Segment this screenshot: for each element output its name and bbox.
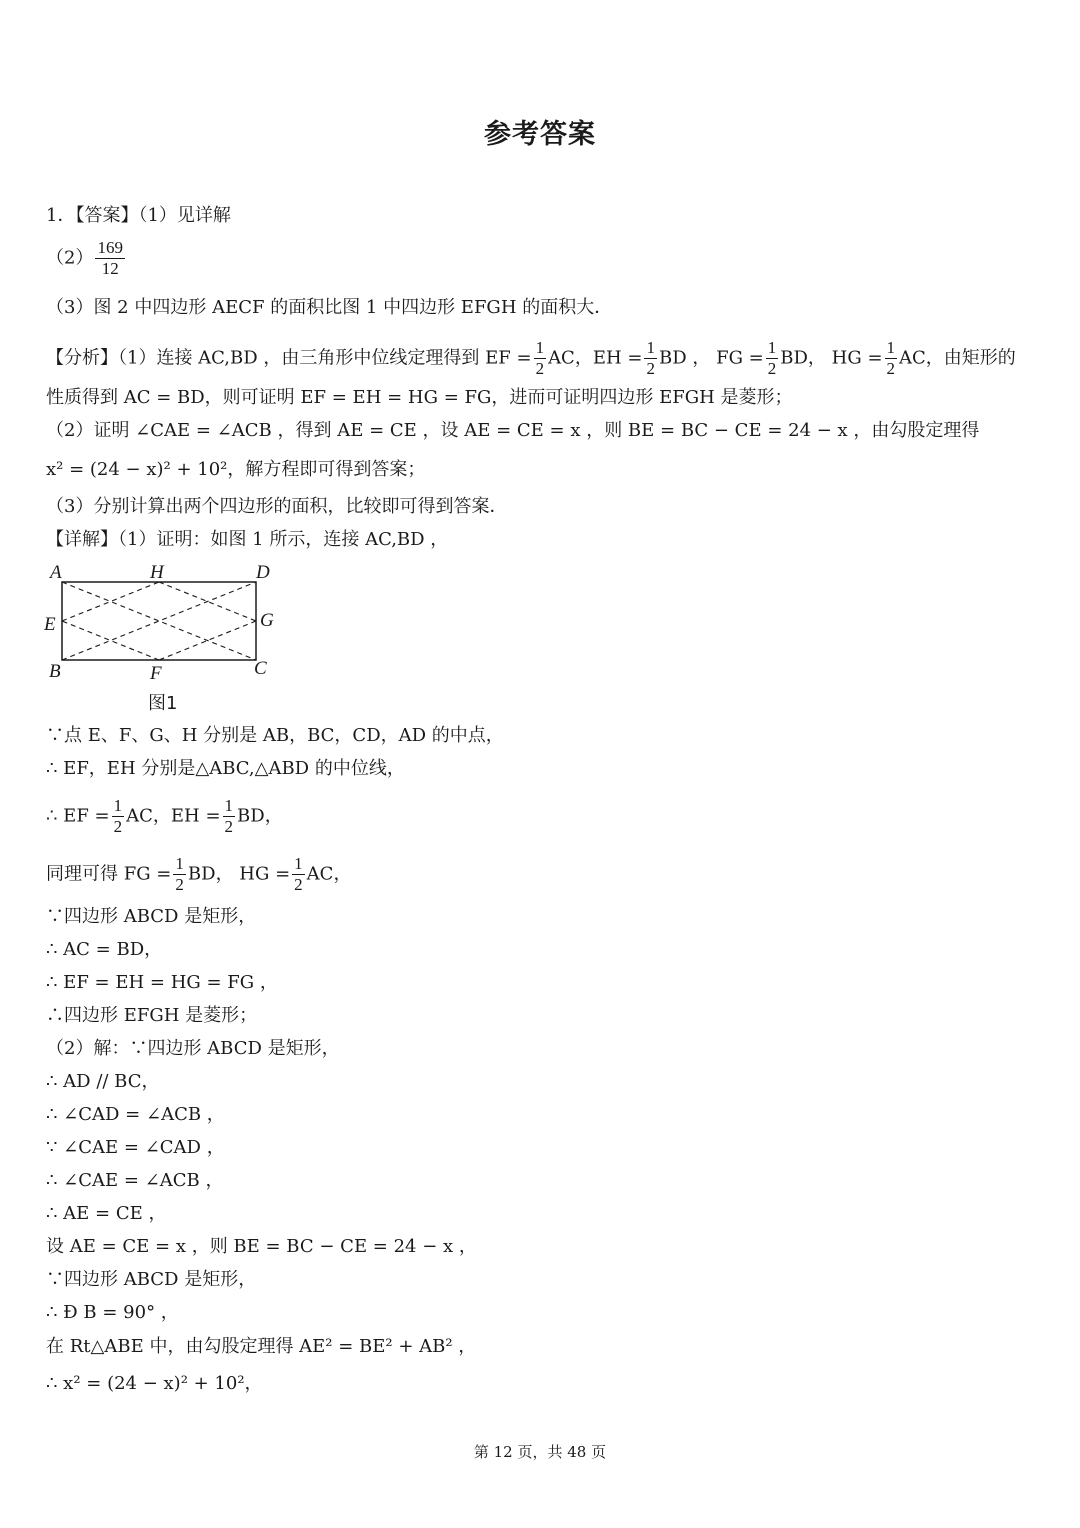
fraction-numerator: 169 bbox=[97, 238, 123, 257]
detail-line-16: 设 AE = CE = x ，则 BE = BC − CE = 24 − x ， bbox=[46, 1236, 477, 1257]
detail-line-18: ∴ Ð B = 90° ， bbox=[46, 1302, 179, 1323]
half-fraction bbox=[644, 338, 657, 379]
detail-text: BD， HG = bbox=[187, 863, 291, 885]
denominator: 2 bbox=[294, 875, 303, 894]
half-fraction bbox=[112, 796, 125, 837]
analysis-line-3: （2）证明 ∠CAE = ∠ACB ，得到 AE = CE ，设 AE = CE = x ，则 BE = BC − CE = 24 − x ，由勾股定理得 bbox=[46, 420, 980, 441]
figure-1-rectangle-diagram bbox=[40, 558, 280, 718]
half-fraction bbox=[173, 854, 186, 895]
half-fraction bbox=[292, 854, 305, 895]
half-fraction bbox=[766, 338, 779, 379]
denominator: 2 bbox=[175, 875, 184, 894]
detail-line-5 bbox=[46, 854, 351, 895]
denominator: 2 bbox=[113, 817, 123, 836]
segment-fe bbox=[62, 621, 159, 660]
numerator: 1 bbox=[646, 338, 655, 357]
analysis-line-4: x² = (24 − x)² + 10²，解方程即可得到答案； bbox=[46, 459, 426, 480]
analysis-line-1 bbox=[46, 338, 1016, 379]
segment-eh bbox=[62, 582, 159, 621]
analysis-text: BD， HG = bbox=[780, 347, 883, 369]
label-h: H bbox=[150, 562, 164, 583]
detail-line-14: ∴ ∠CAE = ∠ACB ， bbox=[46, 1170, 224, 1191]
answer-line-3: （3）图 2 中四边形 AECF 的面积比图 1 中四边形 EFGH 的面积大． bbox=[46, 297, 613, 318]
label-e: E bbox=[44, 614, 56, 635]
detail-text: 同理可得 FG = bbox=[46, 863, 172, 885]
analysis-text: 【分析】（1）连接 AC,BD ，由三角形中位线定理得到 EF = bbox=[46, 347, 532, 369]
analysis-text: AC，EH = bbox=[548, 347, 643, 369]
analysis-line-2: 性质得到 AC = BD，则可证明 EF = EH = HG = FG，进而可证明四边形 EFGH 是菱形； bbox=[46, 387, 793, 408]
numerator: 1 bbox=[113, 796, 123, 815]
detail-line-3: ∴ EF，EH 分别是△ABC,△ABD 的中位线， bbox=[46, 758, 405, 779]
detail-line-2: ∵点 E、F、G、H 分别是 AB，BC，CD，AD 的中点， bbox=[46, 725, 504, 746]
page-title: 参考答案 bbox=[484, 119, 596, 150]
detail-line-11: ∴ AD // BC， bbox=[46, 1071, 160, 1092]
detail-text: BD， bbox=[237, 805, 283, 827]
denominator: 2 bbox=[767, 359, 777, 378]
detail-line-10: （2）解：∵四边形 ABCD 是矩形， bbox=[46, 1038, 340, 1059]
detail-line-19: 在 Rt△ABE 中，由勾股定理得 AE² = BE² + AB² ， bbox=[46, 1336, 477, 1357]
detail-line-6: ∵四边形 ABCD 是矩形， bbox=[46, 906, 257, 927]
label-f: F bbox=[150, 663, 162, 684]
denominator: 2 bbox=[886, 359, 896, 378]
detail-line-15: ∴ AE = CE ， bbox=[46, 1203, 167, 1224]
analysis-text: AC，由矩形的 bbox=[899, 347, 1016, 369]
detail-line-12: ∴ ∠CAD = ∠ACB ， bbox=[46, 1104, 225, 1125]
detail-text: AC， bbox=[306, 863, 352, 885]
half-fraction bbox=[223, 796, 236, 837]
detail-text: ∴ EF = bbox=[46, 805, 110, 827]
fraction-denominator: 12 bbox=[95, 258, 125, 279]
denominator: 2 bbox=[224, 817, 234, 836]
answer-line-1: 1．【答案】（1）见详解 bbox=[46, 205, 231, 226]
label-c: C bbox=[254, 658, 267, 679]
analysis-text: BD ， FG = bbox=[658, 347, 764, 369]
label-d: D bbox=[256, 562, 270, 583]
half-fraction bbox=[885, 338, 898, 379]
page-footer: 第 12 页，共 48 页 bbox=[473, 1443, 607, 1461]
numerator: 1 bbox=[175, 854, 184, 873]
numerator: 1 bbox=[767, 338, 777, 357]
numerator: 1 bbox=[294, 854, 303, 873]
detail-line-4 bbox=[46, 796, 283, 837]
denominator: 2 bbox=[535, 359, 545, 378]
numerator: 1 bbox=[886, 338, 896, 357]
detail-line-9: ∴四边形 EFGH 是菱形； bbox=[46, 1005, 258, 1026]
detail-line-13: ∵ ∠CAE = ∠CAD ， bbox=[46, 1137, 225, 1158]
answer-fraction bbox=[95, 238, 125, 279]
dashed-lines bbox=[62, 582, 256, 660]
numerator: 1 bbox=[224, 796, 234, 815]
half-fraction bbox=[534, 338, 547, 379]
denominator: 2 bbox=[646, 359, 655, 378]
label-b: B bbox=[49, 661, 61, 682]
detail-line-20: ∴ x² = (24 − x)² + 10²， bbox=[46, 1373, 263, 1394]
analysis-line-5: （3）分别计算出两个四边形的面积，比较即可得到答案． bbox=[46, 496, 508, 517]
answer-part2-label: （2） bbox=[46, 247, 94, 269]
detail-line-8: ∴ EF = EH = HG = FG ， bbox=[46, 972, 278, 993]
answer-line-2 bbox=[46, 238, 127, 279]
detail-line-7: ∴ AC = BD， bbox=[46, 939, 163, 960]
label-a: A bbox=[50, 562, 62, 583]
figure-caption: 图1 bbox=[148, 693, 178, 714]
detail-line-1: 【详解】（1）证明：如图 1 所示，连接 AC,BD ， bbox=[46, 529, 449, 550]
detail-text: AC，EH = bbox=[126, 805, 221, 827]
detail-line-17: ∵四边形 ABCD 是矩形， bbox=[46, 1269, 257, 1290]
label-g: G bbox=[260, 610, 274, 631]
numerator: 1 bbox=[535, 338, 545, 357]
